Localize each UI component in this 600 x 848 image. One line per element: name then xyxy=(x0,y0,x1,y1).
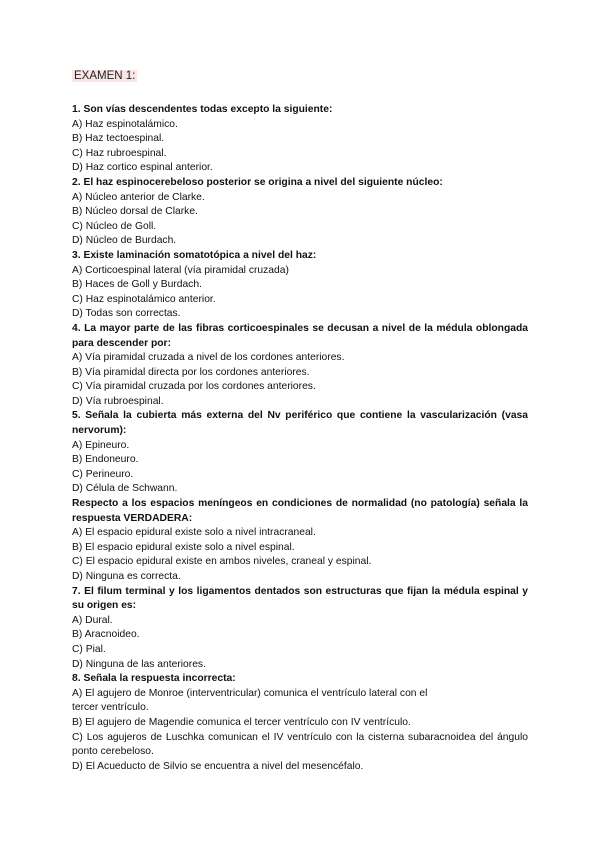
option-3d: D) Todas son correctas. xyxy=(72,308,181,320)
option-8c: C) Los agujeros de Luschka comunican el IV ventrículo con la cisterna subaracnoidea del ángulo ponto cerebeloso. xyxy=(72,731,528,758)
question-6: Respecto a los espacios meníngeos en condiciones de normalidad (no patología) señala la respuesta VERDADERA: xyxy=(72,498,528,524)
question-8: 8. Señala la respuesta incorrecta: xyxy=(72,673,236,685)
option-3b: B) Haces de Goll y Burdach. xyxy=(72,279,202,291)
option-4d: D) Vía rubroespinal. xyxy=(72,395,164,407)
question-4: 4. La mayor parte de las fibras corticoespinales se decusan a nivel de la médula oblongada para descender por: xyxy=(72,322,528,349)
question-2: 2. El haz espinocerebeloso posterior se origina a nivel del siguiente núcleo: xyxy=(72,176,443,188)
option-1a: A) Haz espinotalámico. xyxy=(72,118,178,130)
option-7a: A) Dural. xyxy=(72,614,113,626)
option-5a: A) Epineuro. xyxy=(72,439,130,451)
option-3c: C) Haz espinotalámico anterior. xyxy=(72,293,216,305)
question-5: 5. Señala la cubierta más externa del Nv periférico que contiene la vascularización (vasa nervorum): xyxy=(72,410,528,437)
option-2b: B) Núcleo dorsal de Clarke. xyxy=(72,206,198,218)
option-6c: C) El espacio epidural existe en ambos niveles, craneal y espinal. xyxy=(72,556,372,568)
option-8a-line1: A) El agujero de Monroe (interventricular) comunica el ventrículo lateral con el xyxy=(72,687,428,699)
option-2c: C) Núcleo de Goll. xyxy=(72,220,157,232)
option-7b: B) Aracnoideo. xyxy=(72,629,140,641)
question-list xyxy=(72,103,528,774)
option-2a: A) Núcleo anterior de Clarke. xyxy=(72,191,205,203)
option-6a: A) El espacio epidural existe solo a nivel intracraneal. xyxy=(72,527,316,539)
question-1: 1. Son vías descendentes todas excepto la siguiente: xyxy=(72,104,333,115)
option-8a-line2: tercer ventrículo. xyxy=(72,702,149,714)
option-4b: B) Vía piramidal directa por los cordones anteriores. xyxy=(72,366,310,378)
option-8b: B) El agujero de Magendie comunica el tercer ventrículo con IV ventrículo. xyxy=(72,716,411,728)
option-6b: B) El espacio epidural existe solo a nivel espinal. xyxy=(72,541,295,553)
option-5b: B) Endoneuro. xyxy=(72,454,139,466)
option-6d: D) Ninguna es correcta. xyxy=(72,571,181,582)
exam-title: EXAMEN 1: xyxy=(74,70,136,82)
option-2d: D) Núcleo de Burdach. xyxy=(72,235,177,247)
option-4a: A) Vía piramidal cruzada a nivel de los cordones anteriores. xyxy=(72,352,345,364)
option-5d: D) Célula de Schwann. xyxy=(72,483,178,495)
option-1b: B) Haz tectoespinal. xyxy=(72,133,165,145)
option-1d: D) Haz cortico espinal anterior. xyxy=(72,162,213,174)
option-3a: A) Corticoespinal lateral (vía piramidal cruzada) xyxy=(72,264,289,276)
option-7d: D) Ninguna de las anteriores. xyxy=(72,658,206,670)
option-4c: C) Vía piramidal cruzada por los cordones anteriores. xyxy=(72,381,316,393)
option-7c: C) Pial. xyxy=(72,643,106,655)
question-3: 3. Existe laminación somatotópica a nivel del haz: xyxy=(72,249,317,261)
question-7: 7. El filum terminal y los ligamentos dentados son estructuras que fijan la médula espinal y su origen es: xyxy=(72,585,528,612)
option-5c: C) Perineuro. xyxy=(72,468,134,480)
option-1c: C) Haz rubroespinal. xyxy=(72,147,167,159)
option-8d: D) El Acueducto de Silvio se encuentra a nivel del mesencéfalo. xyxy=(72,760,364,772)
